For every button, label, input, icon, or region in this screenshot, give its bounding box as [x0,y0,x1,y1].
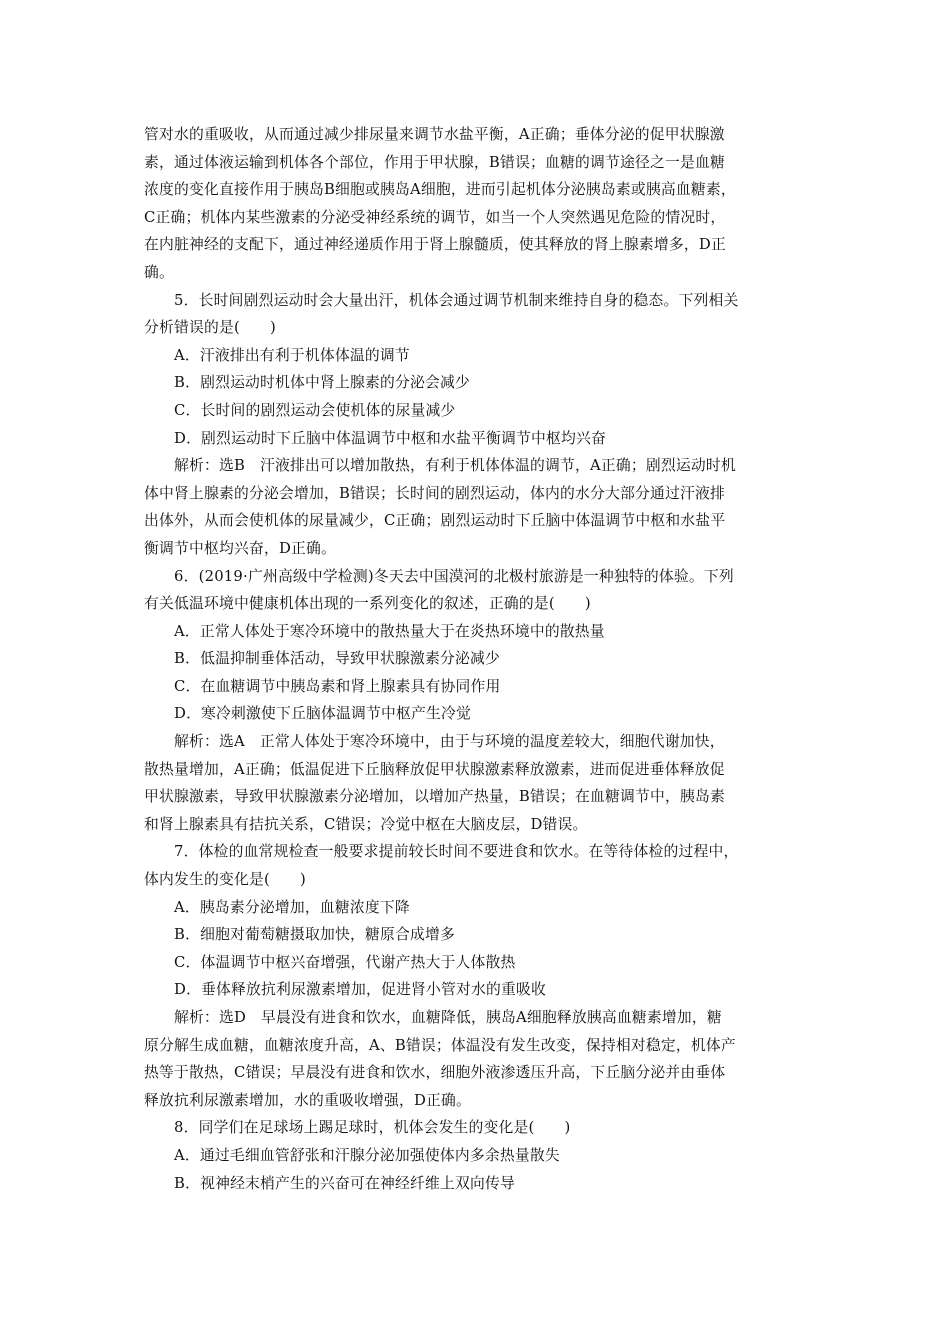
text-line: 体内发生的变化是( ) [144,871,306,889]
text-line: 管对水的重吸收，从而通过减少排尿量来调节水盐平衡，A正确；垂体分泌的促甲状腺激 [144,126,725,143]
text-line: 7．体检的血常规检查一般要求提前较长时间不要进食和饮水。在等待体检的过程中， [174,843,739,861]
text-line: 原分解生成血糖，血糖浓度升高，A、B错误；体温没有发生改变，保持相对稳定，机体产 [144,1036,736,1054]
text-line: 解析：选A 正常人体处于寒冷环境中，由于与环境的温度差较大，细胞代谢加快， [174,733,725,751]
text-line: C．长时间的剧烈运动会使机体的尿量减少 [174,401,456,419]
text-line: A．通过毛细血管舒张和汗腺分泌加强使体内多余热量散失 [174,1146,560,1164]
text-line: 分析错误的是( ) [144,319,276,337]
text-line: 5．长时间剧烈运动时会大量出汗，机体会通过调节机制来维持自身的稳态。下列相关 [174,291,739,309]
text-line: 确。 [144,263,174,281]
text-line: D．寒冷刺激使下丘脑体温调节中枢产生冷觉 [174,705,472,723]
text-line: B．视神经末梢产生的兴奋可在神经纤维上双向传导 [174,1174,516,1192]
text-line: 释放抗利尿激素增加，水的重吸收增强，D正确。 [144,1091,471,1109]
text-line: 衡调节中枢均兴奋，D正确。 [144,539,337,557]
text-line: 出体外，从而会使机体的尿量减少，C正确；剧烈运动时下丘脑中体温调节中枢和水盐平 [144,512,726,530]
text-line: 在内脏神经的支配下，通过神经递质作用于肾上腺髓质，使其释放的肾上腺素增多，D正 [144,236,726,254]
text-line: C正确；机体内某些激素的分泌受神经系统的调节，如当一个人突然遇见危险的情况时， [144,208,726,226]
text-line: 素，通过体液运输到机体各个部位，作用于甲状腺，B错误；血糖的调节途径之一是血糖 [144,153,725,171]
text-line: D．剧烈运动时下丘脑中体温调节中枢和水盐平衡调节中枢均兴奋 [174,429,606,447]
text-line: A．汗液排出有利于机体体温的调节 [174,346,410,364]
text-line: A．正常人体处于寒冷环境中的散热量大于在炎热环境中的散热量 [174,622,605,640]
text-line: C．体温调节中枢兴奋增强，代谢产热大于人体散热 [174,953,516,971]
text-line: A．胰岛素分泌增加，血糖浓度下降 [174,898,410,916]
text-line: 解析：选D 早晨没有进食和饮水，血糖降低，胰岛A细胞释放胰高血糖素增加，糖 [174,1009,722,1026]
text-line: 6．(2019·广州高级中学检测)冬天去中国漠河的北极村旅游是一种独特的体验。下列 [174,567,734,585]
text-line: B．剧烈运动时机体中肾上腺素的分泌会减少 [174,374,471,392]
text-line: B．细胞对葡萄糖摄取加快，糖原合成增多 [174,926,456,944]
text-line: 散热量增加，A正确；低温促进下丘脑释放促甲状腺激素释放激素，进而促进垂体释放促 [144,760,725,778]
text-line: 浓度的变化直接作用于胰岛B细胞或胰岛A细胞，进而引起机体分泌胰岛素或胰高血糖素， [144,181,736,199]
text-line: 和肾上腺素具有拮抗关系，C错误；冷觉中枢在大脑皮层，D错误。 [144,815,588,833]
text-line: 有关低温环境中健康机体出现的一系列变化的叙述，正确的是( ) [144,595,591,613]
text-line: C．在血糖调节中胰岛素和肾上腺素具有协同作用 [174,677,501,695]
text-line: 甲状腺激素，导致甲状腺激素分泌增加，以增加产热量，B错误；在血糖调节中，胰岛素 [144,788,725,806]
text-line: 解析：选B 汗液排出可以增加散热，有利于机体体温的调节，A正确；剧烈运动时机 [174,457,736,475]
text-line: 8．同学们在足球场上踢足球时，机体会发生的变化是( ) [174,1119,571,1137]
text-line: D．垂体释放抗利尿激素增加，促进肾小管对水的重吸收 [174,981,546,999]
text-line: B．低温抑制垂体活动，导致甲状腺激素分泌减少 [174,650,501,668]
text-line: 热等于散热，C错误；早晨没有进食和饮水，细胞外液渗透压升高，下丘脑分泌并由垂体 [144,1064,726,1082]
text-line: 体中肾上腺素的分泌会增加，B错误；长时间的剧烈运动，体内的水分大部分通过汗液排 [144,484,725,502]
document-body [144,121,812,1197]
